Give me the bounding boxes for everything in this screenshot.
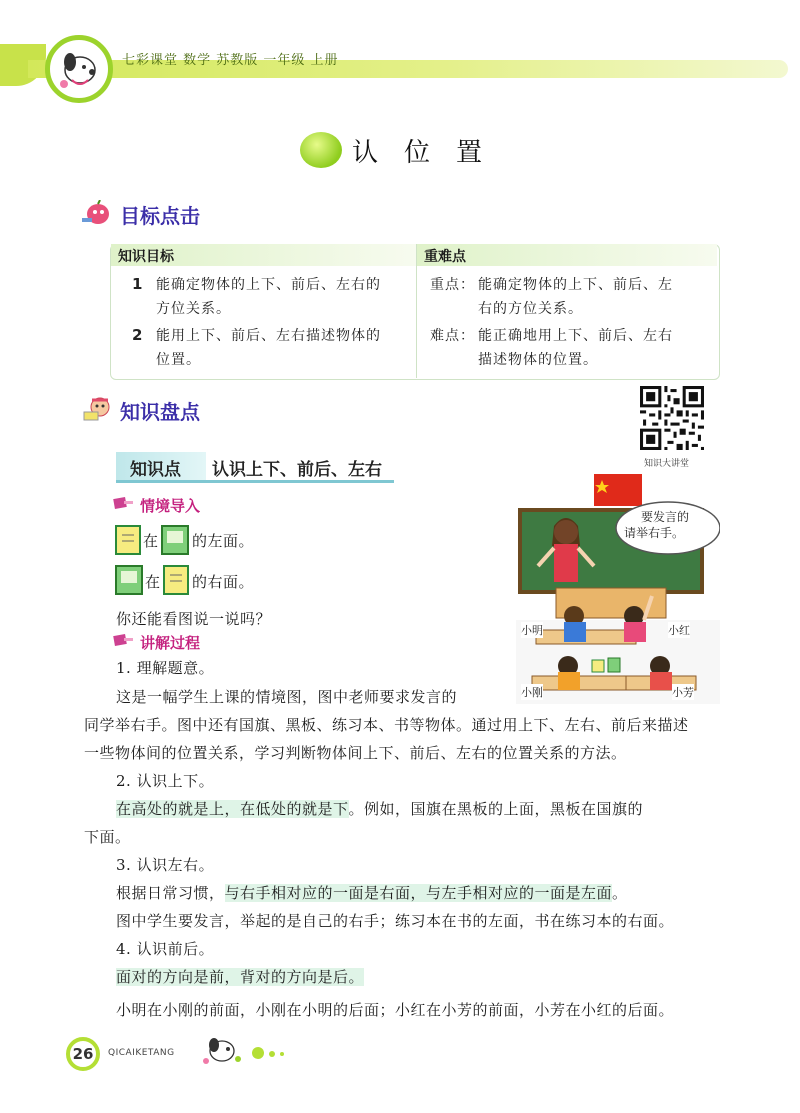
exercise-book-icon bbox=[162, 565, 190, 595]
paragraph-line: 这是一幅学生上课的情境图，图中老师要求发言的 bbox=[116, 688, 458, 706]
knowledge-point-title: 认识上下、前后、左右 bbox=[212, 460, 382, 480]
goal-number: 1 bbox=[132, 275, 143, 293]
knowledge-point-underline bbox=[116, 480, 394, 483]
qr-caption: 知识大讲堂 bbox=[644, 459, 690, 469]
header-mascot-badge bbox=[45, 35, 113, 103]
header-text: 七彩课堂 数学 苏教版 一年级 上册 bbox=[122, 53, 339, 68]
difficult-point-text: 描述物体的位置。 bbox=[478, 352, 598, 368]
speech-line2: 请举右手。 bbox=[624, 526, 685, 540]
intro-line2-b: 的右面。 bbox=[192, 573, 255, 591]
paragraph-line: 小明在小刚的前面，小刚在小明的后面；小红在小芳的前面，小芳在小红的后面。 bbox=[116, 1001, 675, 1019]
section-title-goals: 目标点击 bbox=[120, 204, 200, 228]
goal-text: 方位关系。 bbox=[156, 301, 231, 317]
highlight-text: 在高处的就是上，在低处的就是下 bbox=[116, 800, 349, 818]
pencil-note-icon bbox=[112, 632, 134, 648]
goals-right-header: 重难点 bbox=[424, 249, 466, 265]
intro-line2-a: 在 bbox=[145, 573, 161, 591]
goal-text: 能确定物体的上下、前后、左右的 bbox=[156, 277, 381, 293]
goal-text: 位置。 bbox=[156, 352, 201, 368]
paragraph-line bbox=[116, 882, 628, 903]
qr-code-icon[interactable] bbox=[640, 386, 704, 450]
section-title-knowledge: 知识盘点 bbox=[120, 400, 200, 424]
footer-mascot-icon bbox=[200, 1033, 300, 1069]
paragraph-line: 图中学生要发言，举起的是自己的右手；练习本在书的左面，书在练习本的右面。 bbox=[116, 912, 675, 930]
classroom-illustration bbox=[516, 470, 720, 704]
footer-brand: QICAIKETANG bbox=[108, 1048, 175, 1058]
paragraph-line bbox=[116, 966, 364, 987]
book-icon bbox=[114, 565, 144, 595]
difficult-point-text: 能正确地用上下、前后、左右 bbox=[478, 328, 673, 344]
label-xiaogang: 小刚 bbox=[521, 686, 543, 699]
page-number: 26 bbox=[72, 1045, 94, 1063]
intro-question: 你还能看图说一说吗？ bbox=[116, 610, 272, 628]
reading-mascot-icon bbox=[80, 396, 112, 422]
highlight-text: 面对的方向是前，背对的方向是后。 bbox=[116, 968, 365, 986]
intro-line1-b: 的左面。 bbox=[192, 532, 255, 550]
book-icon bbox=[160, 525, 190, 555]
pencil-note-icon bbox=[112, 495, 134, 511]
dog-mascot-icon bbox=[50, 40, 108, 98]
knowledge-point-tag: 知识点 bbox=[130, 460, 181, 480]
label-xiaoming: 小明 bbox=[521, 624, 543, 637]
paragraph-line: 一些物体间的位置关系，学习判断物体间上下、前后、左右的位置关系的方法。 bbox=[84, 744, 627, 762]
intro-line1-a: 在 bbox=[143, 532, 159, 550]
step-heading: 2. 认识上下。 bbox=[116, 772, 215, 790]
paragraph-line: 下面。 bbox=[84, 828, 131, 846]
key-point-text: 能确定物体的上下、前后、左 bbox=[478, 277, 673, 293]
paragraph-text: 。例如，国旗在黑板的上面，黑板在国旗的 bbox=[348, 800, 644, 818]
label-xiaofang: 小芳 bbox=[672, 686, 694, 699]
explain-heading: 讲解过程 bbox=[140, 634, 201, 652]
intro-heading: 情境导入 bbox=[140, 497, 201, 515]
paragraph-line: 同学举右手。图中还有国旗、黑板、练习本、书等物体。通过用上下、左右、前后来描述 bbox=[84, 716, 689, 734]
exercise-book-icon bbox=[114, 525, 142, 555]
step-heading: 4. 认识前后。 bbox=[116, 940, 215, 958]
highlight-text: 与右手相对应的一面是右面，与左手相对应的一面是左面 bbox=[224, 884, 613, 902]
goals-left-header: 知识目标 bbox=[118, 249, 174, 265]
page-title: 认位置 bbox=[352, 138, 509, 168]
goals-divider bbox=[416, 244, 417, 378]
paragraph-text: 。 bbox=[612, 884, 628, 902]
difficult-point-label: 难点： bbox=[430, 328, 475, 344]
key-point-text: 右的方位关系。 bbox=[478, 301, 583, 317]
goal-number: 2 bbox=[132, 326, 143, 344]
apple-mascot-icon bbox=[80, 200, 112, 226]
label-xiaohong: 小红 bbox=[668, 624, 690, 637]
key-point-label: 重点： bbox=[430, 277, 475, 293]
speech-line1: 要发言的 bbox=[641, 510, 690, 524]
step-heading: 3. 认识左右。 bbox=[116, 856, 215, 874]
paragraph-text: 根据日常习惯， bbox=[116, 884, 225, 902]
goal-text: 能用上下、前后、左右描述物体的 bbox=[156, 328, 381, 344]
step-heading: 1. 理解题意。 bbox=[116, 659, 215, 677]
paragraph-line bbox=[116, 798, 643, 819]
title-decoration bbox=[300, 132, 342, 168]
